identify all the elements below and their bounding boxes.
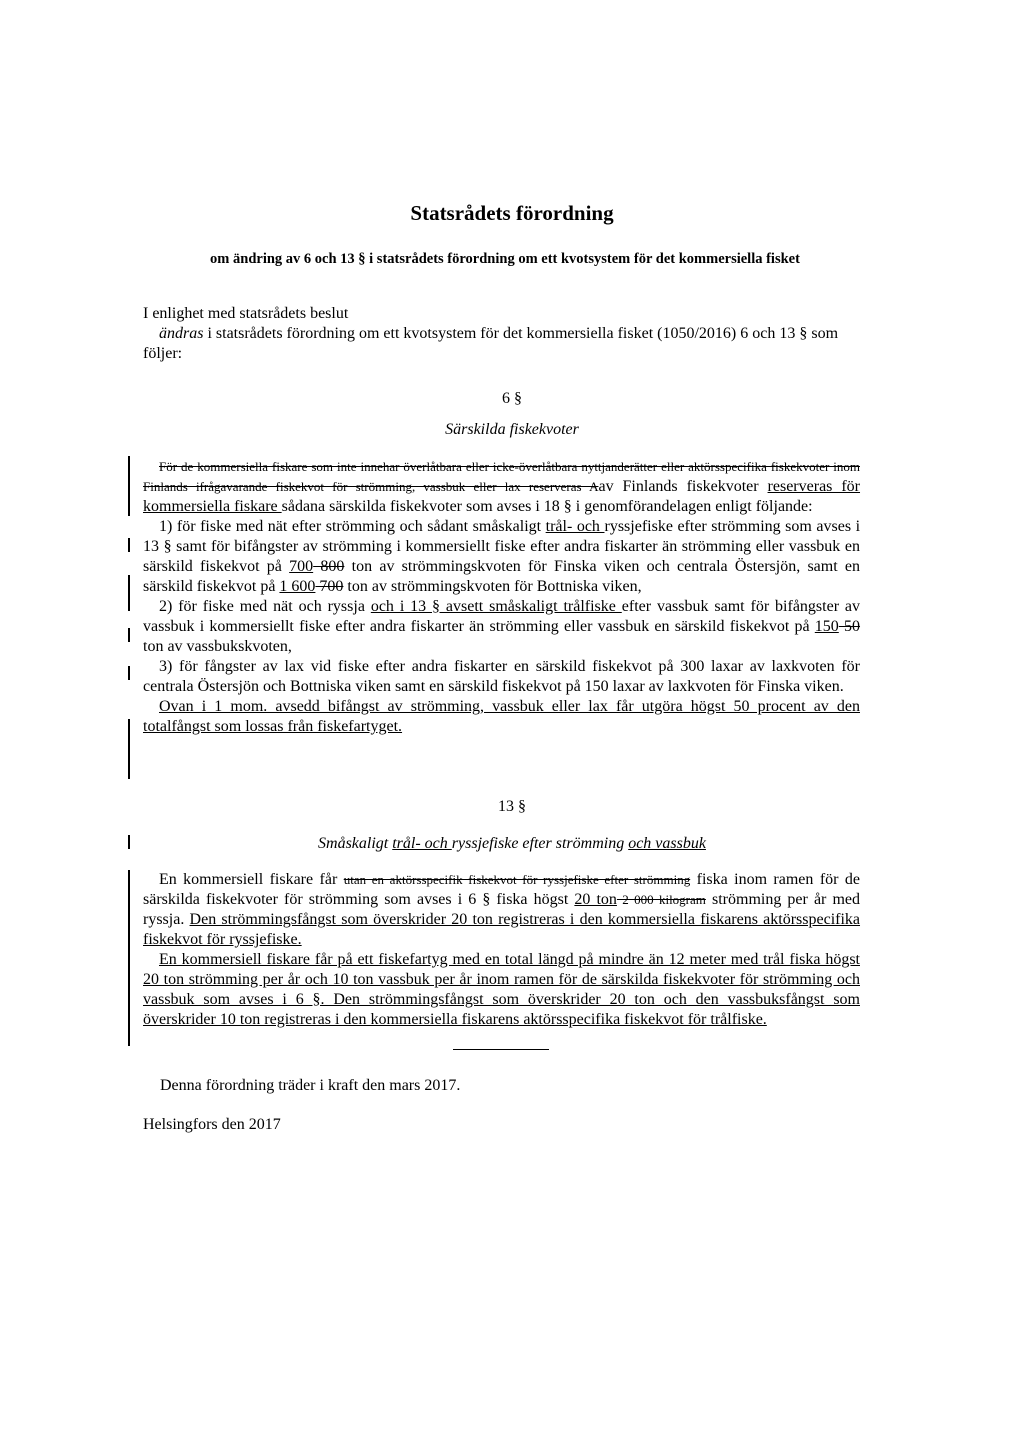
intro-line-1: I enlighet med statsrådets beslut (143, 305, 349, 322)
intro-verb: ändras (159, 325, 204, 342)
section-13-number: 13 § (498, 798, 526, 815)
section-6-item-3: 3) för fångster av lax vid fiske efter andra fiskarter en särskild fiskekvot på 300 laxar av laxkvoten för centrala Östersjön och Bottniska viken samt en särskild fiskekvot på 150 laxar av laxkvoten för Finska viken. (143, 658, 860, 695)
deleted-text: För de kommersiella fiskare som inte innehar överlåtbara eller icke-överlåtbara nyttjanderätter eller aktörsspecifika fiskekvoter inom Finlands ifrågavarande fiskekvot för strömming, vassbuk eller lax reserveras A (143, 459, 860, 494)
change-bar (128, 538, 130, 552)
inserted-text: trål- och (392, 835, 452, 852)
deleted-text: 800 (313, 558, 345, 575)
section-6-paragraph-2: Ovan i 1 mom. avsedd bifångst av strömming, vassbuk eller lax får utgöra högst 50 procent av den totalfångst som lossas från fiskefartyget. (143, 698, 860, 735)
document-subtitle: om ändring av 6 och 13 § i statsrådets förordning om ett kvotsystem för det kommersiella fisket (210, 251, 800, 267)
change-bar (128, 719, 130, 779)
separator-rule (453, 1049, 549, 1050)
section-6-paragraph-1: För de kommersiella fiskare som inte innehar överlåtbara eller icke-överlåtbara nyttjanderätter eller aktörsspecifika fiskekvoter inom Finlands ifrågavarande fiskekvot för strömming, vassbuk eller lax reserveras Aav Finlands fiskekvoter reserveras för kommersiella fiskare sådana särskilda fiskekvoter som avses i 18 § i genomförandelagen enligt följande: (143, 459, 861, 515)
section-6-item-2: 2) för fiske med nät och ryssja och i 13 § avsett småskaligt trålfiske efter vassbuk samt för bifångster av vassbuk i kommersiellt fiske efter andra fiskarter än strömming eller vassbuk en särskild fiskekvot på 150 50 ton av vassbukskvoten, (143, 598, 861, 655)
inserted-text: reserveras för kommersiella fiskare (143, 478, 861, 515)
deleted-text: utan en aktörsspecifik fiskekvot för ryssjefiske efter strömming (343, 872, 691, 887)
change-bar (128, 575, 130, 611)
inserted-text: 20 ton (574, 891, 617, 908)
change-bar (128, 870, 130, 1046)
place-and-date: Helsingfors den 2017 (143, 1116, 281, 1133)
inserted-text: 1 600 (279, 578, 316, 595)
deleted-text: 700 (315, 578, 344, 595)
intro-paragraph (143, 304, 860, 364)
inserted-text: och vassbuk (628, 835, 706, 852)
change-bar (128, 666, 130, 680)
section-13-body (143, 870, 860, 1030)
section-13-paragraph-2: En kommersiell fiskare får på ett fiskefartyg med en total längd på mindre än 12 meter med trål fiska högst 20 ton strömming per år och 10 ton vassbuk per år inom ramen för de särskilda fiskekvoter för strömming och vassbuk som avses i 6 §. Den strömmingsfångst som överskrider 20 ton och den vassbuksfångst som överskrider 10 ton registreras i den kommersiella fiskarens aktörsspecifika fiskekvot för trålfiske. (143, 951, 860, 1028)
deleted-text: 50 (838, 618, 861, 635)
deleted-text: 2 000 kilogram (616, 892, 706, 907)
inserted-text: 700 (289, 558, 314, 575)
intro-line-2 (143, 324, 860, 364)
section-6-number: 6 § (502, 390, 522, 407)
section-6-item-1: 1) för fiske med nät efter strömming och sådant småskaligt trål- och ryssjefiske efter strömming som avses i 13 § samt för bifångster av strömming i kommersiellt fiske efter andra fiskarter än strömming eller vassbuk en särskild fiskekvot på 700 800 ton av strömmingskvoten för Finska viken och centrala Östersjön, samt en särskild fiskekvot på 1 600 700 ton av strömmingskvoten för Bottniska viken, (143, 518, 861, 595)
inserted-text: 150 (814, 618, 839, 635)
section-13-heading: Småskaligt trål- och ryssjefiske efter strömming och vassbuk (318, 835, 706, 852)
change-bar (128, 628, 130, 642)
change-bar (128, 456, 130, 516)
intro-rest: i statsrådets förordning om ett kvotsystem för det kommersiella fisket (1050/2016) 6 och 13 § som följer: (143, 325, 839, 362)
inserted-text: och i 13 § avsett småskaligt trålfiske (370, 598, 622, 615)
inserted-text: Den strömmingsfångst som överskrider 20 ton registreras i den kommersiella fiskarens aktörsspecifika fiskekvot för ryssjefiske. (143, 911, 861, 948)
section-13-paragraph-1: En kommersiell fiskare får utan en aktörsspecifik fiskekvot för ryssjefiske efter strömming fiska inom ramen för de särskilda fiskekvoter för strömming som avses i 6 § fiska högst 20 ton 2 000 kilogram strömming per år med ryssja. Den strömmingsfångst som överskrider 20 ton registreras i den kommersiella fiskarens aktörsspecifika fiskekvot för ryssjefiske. (143, 871, 861, 948)
section-6-heading: Särskilda fiskekvoter (445, 421, 579, 438)
inserted-text: trål- och (545, 518, 605, 535)
section-6-body (143, 457, 860, 737)
document-title: Statsrådets förordning (410, 201, 614, 225)
entry-into-force: Denna förordning träder i kraft den mars 2017. (160, 1077, 461, 1094)
